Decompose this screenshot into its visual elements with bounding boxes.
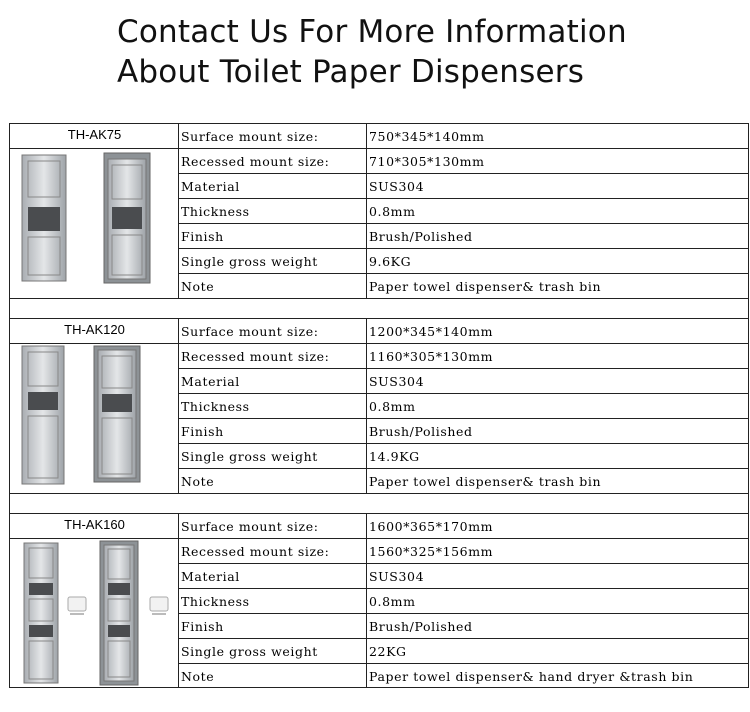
product-image-cell [10, 148, 178, 299]
row-divider [178, 588, 748, 589]
spec-label: Finish [181, 424, 224, 439]
product-image-cell [10, 538, 178, 689]
dispenser-image [10, 539, 178, 689]
spec-value: 0.8mm [369, 594, 416, 609]
spec-label: Recessed mount size: [181, 544, 330, 559]
spec-value: Brush/Polished [369, 424, 473, 439]
spec-value: 9.6KG [369, 254, 412, 269]
model-label: TH-AK120 [64, 322, 125, 337]
spec-label: Material [181, 569, 240, 584]
spec-label: Thickness [181, 399, 250, 414]
dispenser-image [10, 344, 178, 494]
spec-value: 14.9KG [369, 449, 420, 464]
spec-label: Thickness [181, 204, 250, 219]
spec-value: 0.8mm [369, 204, 416, 219]
spec-value: Brush/Polished [369, 229, 473, 244]
heading-line-1: Contact Us For More Information [117, 14, 627, 50]
spec-label: Single gross weight [181, 449, 318, 464]
spec-value: 710*305*130mm [369, 154, 485, 169]
model-label: TH-AK160 [64, 517, 125, 532]
spec-value: SUS304 [369, 569, 425, 584]
spec-label: Finish [181, 619, 224, 634]
spec-value: 1160*305*130mm [369, 349, 494, 364]
spec-label: Finish [181, 229, 224, 244]
spec-label: Thickness [181, 594, 250, 609]
spec-value: 0.8mm [369, 399, 416, 414]
spec-label: Surface mount size: [181, 129, 319, 144]
spec-label: Material [181, 374, 240, 389]
heading-line-2: About Toilet Paper Dispensers [117, 54, 585, 90]
spec-value: 1560*325*156mm [369, 544, 494, 559]
column-divider [178, 514, 179, 688]
column-divider [366, 514, 367, 688]
spec-value: 1600*365*170mm [369, 519, 494, 534]
spec-label: Note [181, 669, 215, 684]
spec-value: 750*345*140mm [369, 129, 485, 144]
model-label: TH-AK75 [67, 127, 122, 142]
row-divider [178, 198, 748, 199]
product-image-cell [10, 343, 178, 494]
spec-label: Single gross weight [181, 254, 318, 269]
spec-value: 1200*345*140mm [369, 324, 494, 339]
block-divider [10, 493, 748, 494]
spec-label: Note [181, 279, 215, 294]
spec-value: 22KG [369, 644, 407, 659]
spec-label: Single gross weight [181, 644, 318, 659]
spec-value: Brush/Polished [369, 619, 473, 634]
spec-value: SUS304 [369, 179, 425, 194]
spec-label: Note [181, 474, 215, 489]
spec-label: Recessed mount size: [181, 349, 330, 364]
spec-value: Paper towel dispenser& trash bin [369, 474, 602, 489]
spec-value: Paper towel dispenser& trash bin [369, 279, 602, 294]
spec-value: SUS304 [369, 374, 425, 389]
block-divider [10, 298, 748, 299]
spec-value: Paper towel dispenser& hand dryer &trash bin [369, 669, 694, 684]
spec-table [9, 123, 749, 688]
spec-label: Surface mount size: [181, 324, 319, 339]
spec-label: Recessed mount size: [181, 154, 330, 169]
spec-label: Surface mount size: [181, 519, 319, 534]
spec-label: Material [181, 179, 240, 194]
page-heading [117, 12, 737, 92]
dispenser-image [10, 149, 178, 299]
row-divider [178, 393, 748, 394]
